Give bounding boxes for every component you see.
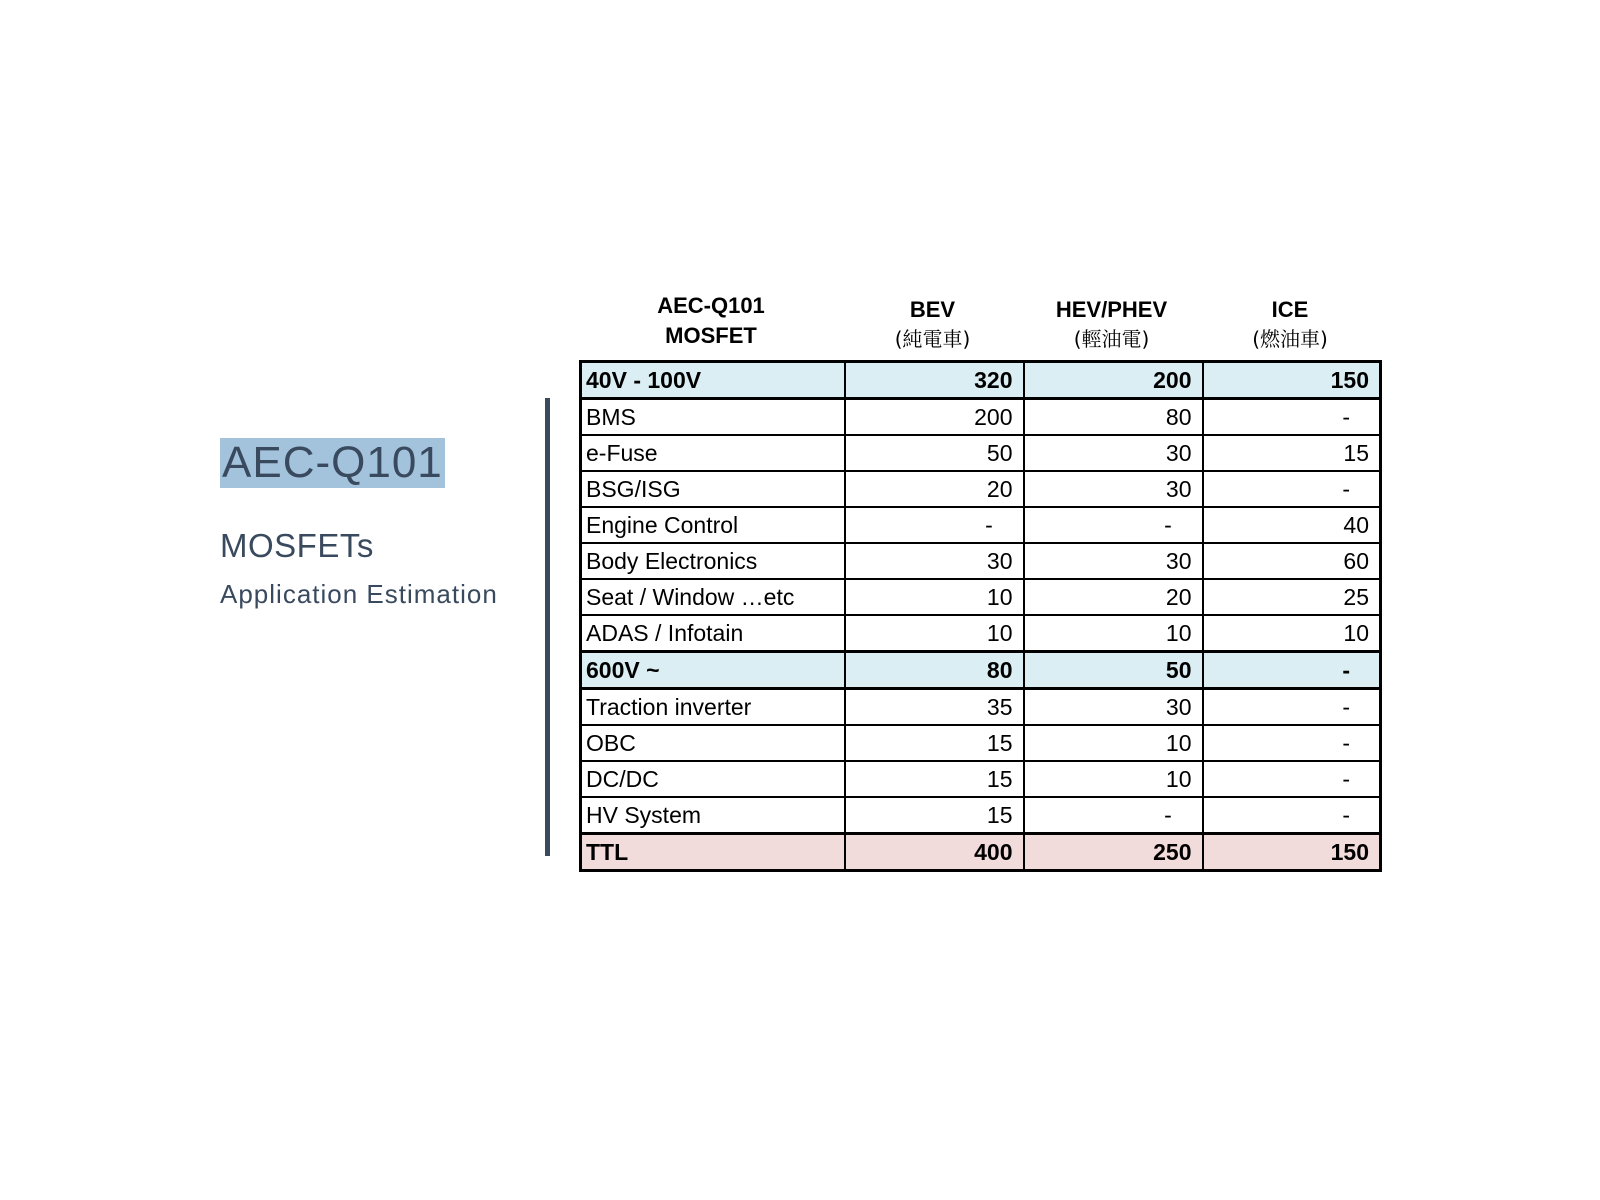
row-label: 40V - 100V [581, 362, 845, 399]
table-header [579, 293, 1379, 358]
cell-bev: 30 [845, 543, 1024, 579]
header-col-mosfet-line1: AEC-Q101 [657, 293, 765, 318]
table-group-row [581, 362, 1381, 399]
row-label: 600V ~ [581, 652, 845, 689]
row-label: DC/DC [581, 761, 845, 797]
page-title: AEC-Q101 [222, 438, 443, 487]
cell-hev: 10 [1024, 761, 1203, 797]
header-col-hev-line2: (輕油電) [1073, 327, 1150, 351]
cell-ice: 150 [1203, 834, 1381, 871]
header-col-mosfet [579, 292, 843, 350]
cell-ice: - [1203, 652, 1381, 689]
table-total-row [581, 834, 1381, 871]
vertical-divider [545, 398, 550, 856]
cell-hev: 30 [1024, 435, 1203, 471]
header-col-ice-line2: (燃油車) [1252, 327, 1328, 351]
cell-ice: - [1203, 725, 1381, 761]
cell-ice: - [1203, 689, 1381, 726]
cell-hev: 20 [1024, 579, 1203, 615]
cell-bev: - [845, 507, 1024, 543]
cell-hev: - [1024, 507, 1203, 543]
cell-bev: 15 [845, 797, 1024, 834]
cell-bev: 15 [845, 725, 1024, 761]
row-label: HV System [581, 797, 845, 834]
cell-hev: 10 [1024, 615, 1203, 652]
cell-ice: - [1203, 471, 1381, 507]
table-row [581, 761, 1381, 797]
cell-bev: 10 [845, 579, 1024, 615]
cell-ice: 150 [1203, 362, 1381, 399]
cell-ice: - [1203, 761, 1381, 797]
cell-hev: 200 [1024, 362, 1203, 399]
row-label: BMS [581, 399, 845, 436]
header-col-hev [1022, 296, 1201, 354]
subtitle-secondary: Application Estimation [220, 579, 498, 609]
cell-hev: 80 [1024, 399, 1203, 436]
cell-bev: 50 [845, 435, 1024, 471]
cell-ice: 40 [1203, 507, 1381, 543]
cell-hev: 50 [1024, 652, 1203, 689]
table-body [581, 362, 1381, 871]
row-label: Engine Control [581, 507, 845, 543]
table-row [581, 543, 1381, 579]
header-col-bev-line1: BEV [909, 297, 956, 322]
cell-ice: 25 [1203, 579, 1381, 615]
table-row [581, 507, 1381, 543]
cell-ice: - [1203, 399, 1381, 436]
header-col-bev-line2: (純電車) [894, 327, 971, 351]
table-row [581, 579, 1381, 615]
cell-bev: 200 [845, 399, 1024, 436]
row-label: TTL [581, 834, 845, 871]
header-col-mosfet-line2: MOSFET [665, 323, 757, 348]
row-label: Traction inverter [581, 689, 845, 726]
row-label: Body Electronics [581, 543, 845, 579]
row-label: BSG/ISG [581, 471, 845, 507]
table-row [581, 399, 1381, 436]
table-row [581, 435, 1381, 471]
cell-hev: 250 [1024, 834, 1203, 871]
row-label: Seat / Window …etc [581, 579, 845, 615]
estimation-table [579, 360, 1382, 872]
cell-ice: 15 [1203, 435, 1381, 471]
cell-hev: - [1024, 797, 1203, 834]
cell-bev: 320 [845, 362, 1024, 399]
cell-ice: 10 [1203, 615, 1381, 652]
table-row [581, 471, 1381, 507]
row-label: ADAS / Infotain [581, 615, 845, 652]
row-label: OBC [581, 725, 845, 761]
cell-ice: 60 [1203, 543, 1381, 579]
cell-bev: 20 [845, 471, 1024, 507]
header-col-bev [843, 296, 1022, 354]
title-block [220, 438, 540, 610]
row-label: e-Fuse [581, 435, 845, 471]
subtitle: MOSFETs [220, 527, 374, 564]
cell-ice: - [1203, 797, 1381, 834]
cell-bev: 10 [845, 615, 1024, 652]
cell-bev: 400 [845, 834, 1024, 871]
cell-bev: 35 [845, 689, 1024, 726]
cell-bev: 80 [845, 652, 1024, 689]
header-col-ice-line1: ICE [1271, 297, 1309, 322]
cell-hev: 30 [1024, 689, 1203, 726]
cell-bev: 15 [845, 761, 1024, 797]
table-group-row [581, 652, 1381, 689]
cell-hev: 30 [1024, 471, 1203, 507]
table-row [581, 689, 1381, 726]
header-col-ice [1201, 296, 1379, 354]
cell-hev: 10 [1024, 725, 1203, 761]
header-col-hev-line1: HEV/PHEV [1055, 297, 1168, 322]
table-row [581, 725, 1381, 761]
cell-hev: 30 [1024, 543, 1203, 579]
table-row [581, 615, 1381, 652]
table-row [581, 797, 1381, 834]
